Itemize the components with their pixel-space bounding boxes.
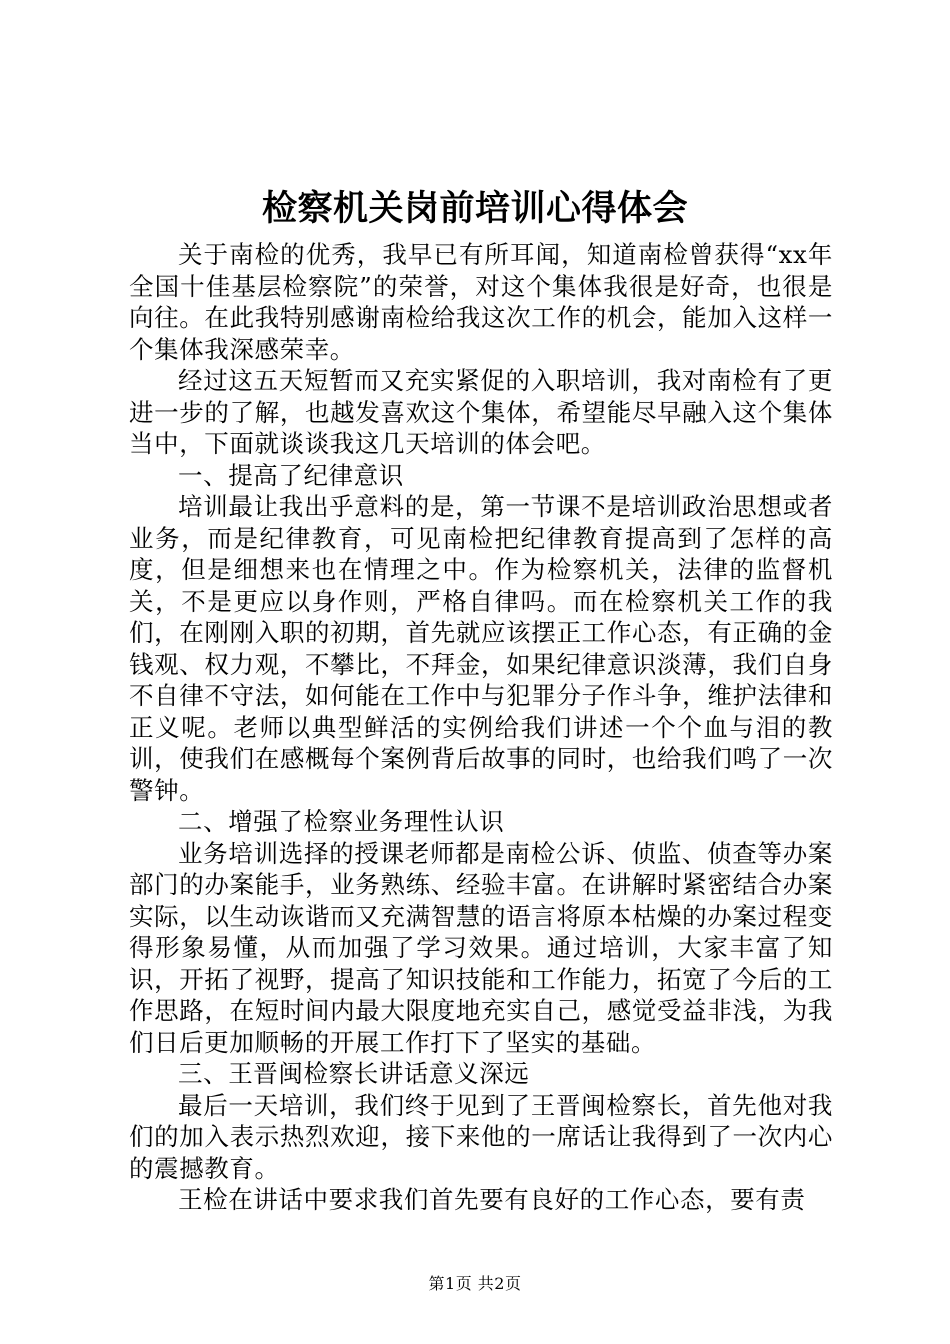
paragraph-training-overview: 经过这五天短暂而又充实紧促的入职培训，我对南检有了更进一步的了解，也越发喜欢这个集体，希望能尽早融入这个集体当中，下面就谈谈我这几天培训的体会吧。	[129, 366, 833, 458]
paragraph-discipline: 培训最让我出乎意料的是，第一节课不是培训政治思想或者业务，而是纪律教育，可见南检把纪律教育提高到了怎样的高度，但是细想来也在情理之中。作为检察机关，法律的监督机关，不是更应以身作则，严格自律吗。而在检察机关工作的我们，在刚刚入职的初期，首先就应该摆正工作心态，有正确的金钱观、权力观，不攀比，不拜金，如果纪律意识淡薄，我们自身不自律不守法，如何能在工作中与犯罪分子作斗争，维护法律和正义呢。老师以典型鲜活的实例给我们讲述一个个血与泪的教训，使我们在感概每个案例背后故事的同时，也给我们鸣了一次警钟。	[129, 492, 833, 805]
section-heading-speech: 三、王晋闽检察长讲话意义深远	[178, 1059, 530, 1088]
section-heading-discipline: 一、提高了纪律意识	[178, 460, 404, 490]
paragraph-speech-content: 王检在讲话中要求我们首先要有良好的工作心态，要有责	[178, 1185, 806, 1214]
paragraph-business: 业务培训选择的授课老师都是南检公诉、侦监、侦查等办案部门的办案能手，业务熟练、经验丰富。在讲解时紧密结合办案实际，以生动诙谐而又充满智慧的语言将原本枯燥的办案过程变得形象易懂，从而加强了学习效果。通过培训，大家丰富了知识，开拓了视野，提高了知识技能和工作能力，拓宽了今后的工作思路，在短时间内最大限度地充实自己，感觉受益非浅，为我们日后更加顺畅的开展工作打下了坚实的基础。	[129, 838, 833, 1057]
page-number-footer: 第1页 共2页	[428, 1274, 522, 1293]
document-title: 检察机关岗前培训心得体会	[261, 188, 688, 229]
section-heading-business: 二、增强了检察业务理性认识	[178, 807, 505, 836]
document-body	[129, 239, 833, 1216]
paragraph-last-day: 最后一天培训，我们终于见到了王晋闽检察长，首先他对我们的加入表示热烈欢迎，接下来他的一席话让我得到了一次内心的震撼教育。	[129, 1090, 833, 1183]
paragraph-intro: 关于南检的优秀，我早已有所耳闻，知道南检曾获得“xx年全国十佳基层检察院”的荣誉，对这个集体我很是好奇，也很是向往。在此我特别感谢南检给我这次工作的机会，能加入这样一个集体我深感荣幸。	[129, 240, 833, 364]
